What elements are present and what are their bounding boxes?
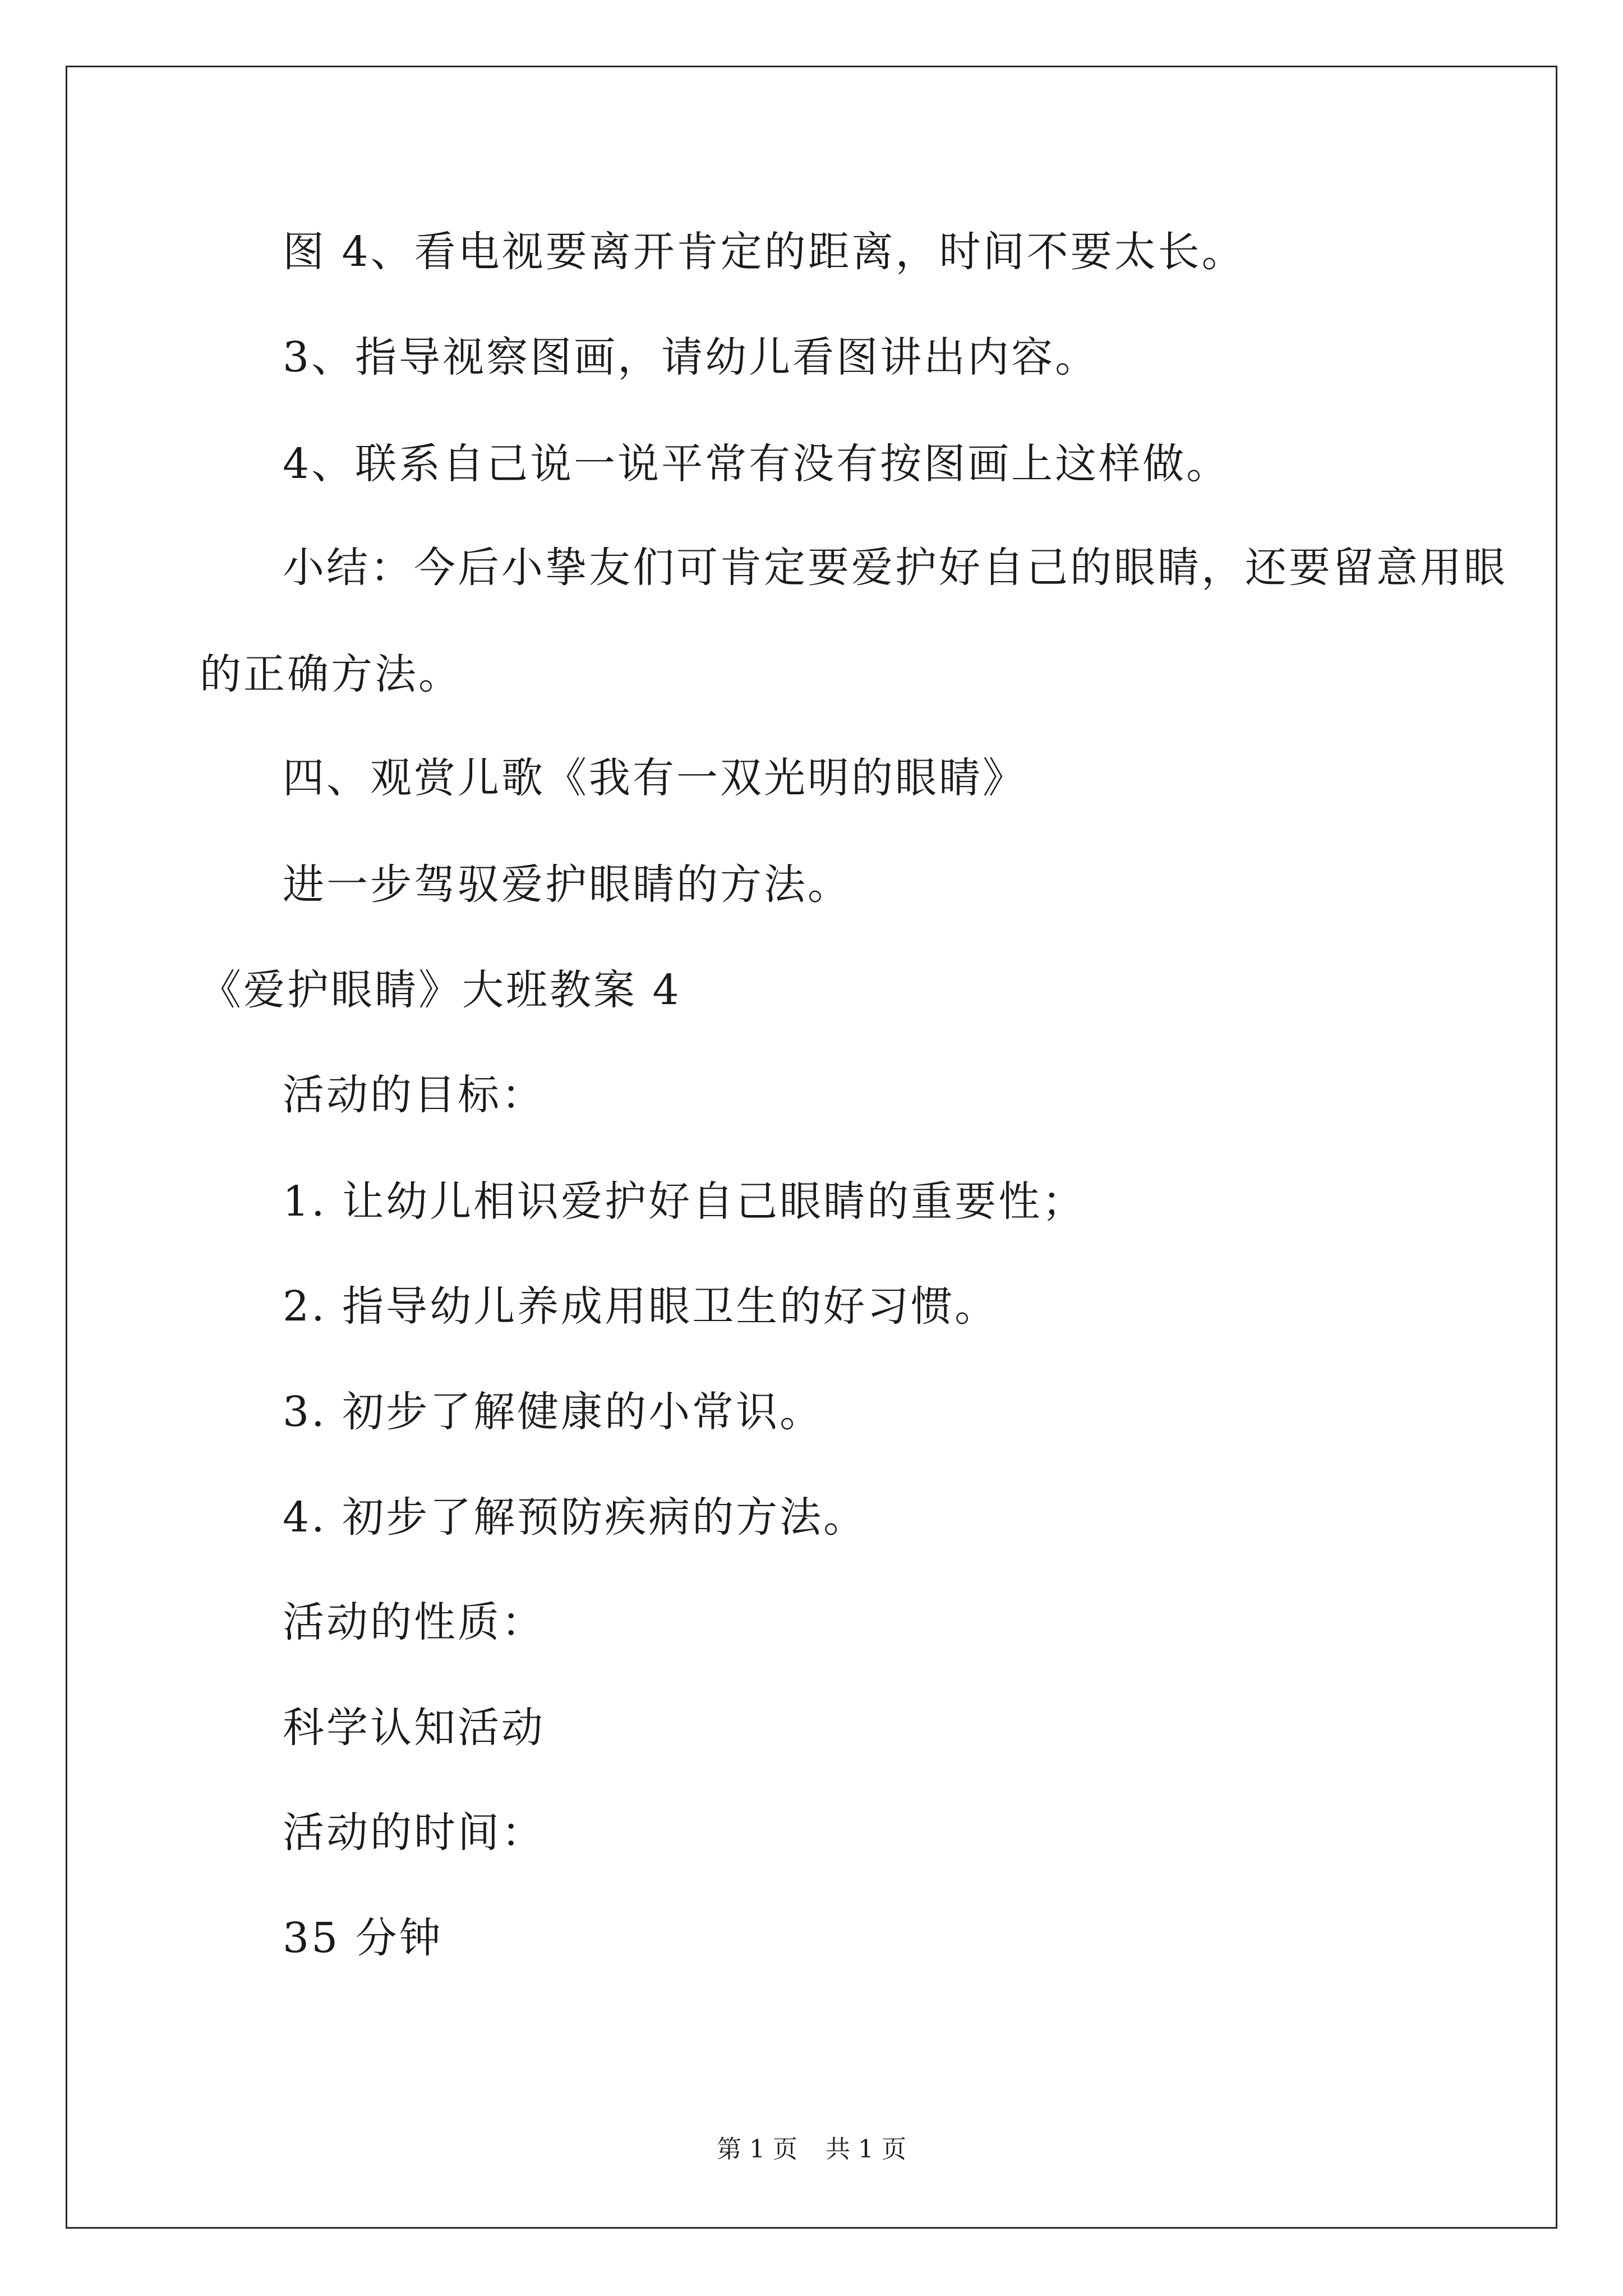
paragraph: 3、指导视察图画，请幼儿看图讲出内容。 [283, 333, 1099, 381]
paragraph: 的正确方法。 [200, 650, 462, 698]
list-item: 2. 指导幼儿养成用眼卫生的好习惯。 [283, 1282, 999, 1331]
list-item: 4. 初步了解预防疾病的方法。 [283, 1493, 868, 1542]
paragraph: 小结：今后小挚友们可肯定要爱护好自己的眼睛，还要留意用眼 [283, 544, 1507, 592]
page-border [66, 66, 1557, 2229]
paragraph: 科学认知活动 [283, 1704, 545, 1752]
paragraph: 进一步驾驭爱护眼睛的方法。 [283, 861, 851, 909]
paragraph: 四、观赏儿歌《我有一双光明的眼睛》 [283, 754, 1026, 802]
paragraph: 活动的性质： [283, 1598, 545, 1646]
paragraph: 活动的时间： [283, 1809, 545, 1857]
page-footer [0, 2129, 1623, 2165]
page-total: 共 1 页 [826, 2135, 906, 2164]
list-item: 1. 让幼儿相识爱护好自己眼睛的重要性； [283, 1177, 1086, 1226]
section-heading: 《爱护眼睛》大班教案 4 [200, 966, 681, 1014]
paragraph: 活动的目标： [283, 1071, 545, 1119]
list-item: 3. 初步了解健康的小常识。 [283, 1388, 824, 1436]
paragraph: 35 分钟 [283, 1914, 443, 1962]
paragraph: 4、联系自己说一说平常有没有按图画上这样做。 [283, 440, 1230, 488]
page-number: 第 1 页 [717, 2135, 797, 2164]
paragraph: 图 4、看电视要离开肯定的距离，时间不要太长。 [283, 228, 1246, 276]
